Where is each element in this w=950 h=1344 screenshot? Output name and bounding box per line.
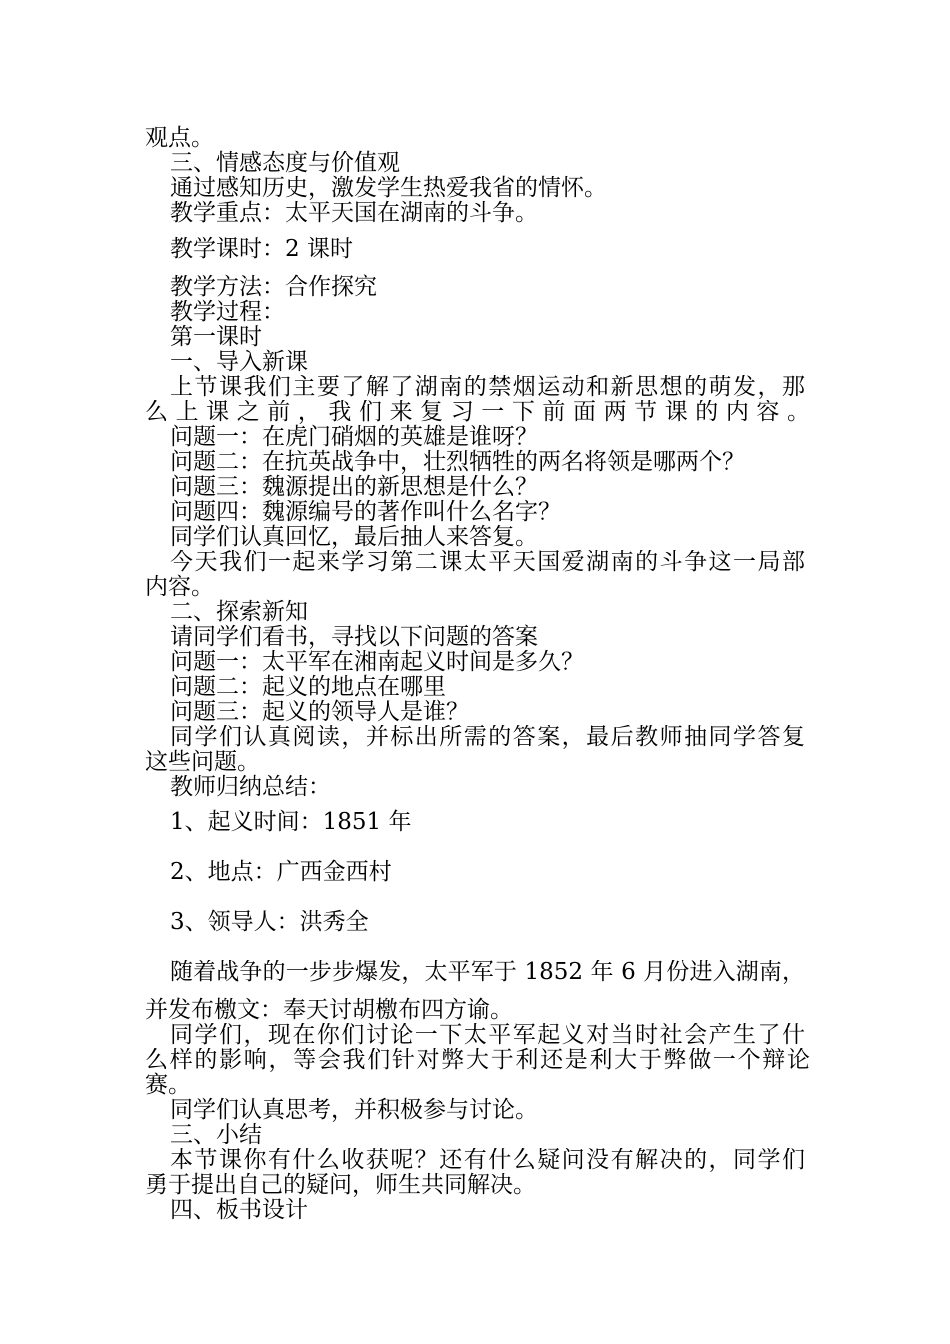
text-line: 并发布檄文：奉天讨胡檄布四方谕。	[145, 997, 513, 1023]
list-item: 1、起义时间：1851 年	[170, 809, 412, 835]
text-line: 教学重点：太平天国在湖南的斗争。	[170, 200, 538, 226]
text-line: 同学们，现在你们讨论一下太平军起义对当时社会产生了什	[170, 1023, 805, 1047]
text-line: 通过感知历史，激发学生热爱我省的情怀。	[170, 175, 607, 201]
text-line: 问题四：魏源编号的著作叫什么名字？	[170, 499, 561, 525]
text-line: 勇于提出自己的疑问，师生共同解决。	[145, 1172, 536, 1198]
section-heading: 二、探索新知	[170, 599, 308, 625]
text-line: 内容。	[145, 574, 214, 600]
text-line: 问题三：起义的领导人是谁？	[170, 699, 469, 725]
section-heading: 一、导入新课	[170, 349, 308, 375]
text-line: 同学们认真回忆，最后抽人来答复。	[170, 524, 538, 550]
text-line: 教学过程：	[170, 299, 285, 325]
list-item: 2、地点：广西金西村	[170, 859, 392, 885]
text-line: 么上课之前，我们来复习一下前面两节课的内容。	[145, 400, 810, 424]
text-line: 上节课我们主要了解了湖南的禁烟运动和新思想的萌发，那	[170, 375, 805, 399]
text-line: 问题一：在虎门硝烟的英雄是谁呀？	[170, 424, 538, 450]
text-line: 第一课时	[170, 324, 262, 350]
text-line: 么样的影响，等会我们针对弊大于利还是利大于弊做一个辩论	[145, 1048, 810, 1072]
text-line: 问题二：在抗英战争中，壮烈牺牲的两名将领是哪两个？	[170, 449, 745, 475]
text-line: 教学课时：2 课时	[170, 236, 353, 262]
text-line: 赛。	[145, 1072, 191, 1098]
section-heading: 三、情感态度与价值观	[170, 150, 400, 176]
text-line: 请同学们看书，寻找以下问题的答案	[170, 624, 538, 650]
text-line: 本节课你有什么收获呢？还有什么疑问没有解决的，同学们	[170, 1148, 805, 1172]
text-line: 今天我们一起来学习第二课太平天国爱湖南的斗争这一局部	[170, 550, 805, 574]
section-heading: 三、小结	[170, 1122, 262, 1148]
text-line: 教师归纳总结：	[170, 774, 331, 800]
section-heading: 四、板书设计	[170, 1197, 308, 1223]
text-line: 问题一：太平军在湘南起义时间是多久？	[170, 649, 584, 675]
text-line: 随着战争的一步步爆发，太平军于 1852 年 6 月份进入湖南，	[170, 960, 805, 984]
text-line: 这些问题。	[145, 749, 260, 775]
text-line: 观点。	[145, 125, 214, 151]
text-line: 同学们认真思考，并积极参与讨论。	[170, 1097, 538, 1123]
text-line: 问题二：起义的地点在哪里	[170, 674, 446, 700]
list-item: 3、领导人：洪秀全	[170, 909, 369, 935]
text-line: 问题三：魏源提出的新思想是什么？	[170, 474, 538, 500]
text-line: 同学们认真阅读，并标出所需的答案，最后教师抽同学答复	[170, 725, 805, 749]
text-line: 教学方法：合作探究	[170, 274, 377, 300]
